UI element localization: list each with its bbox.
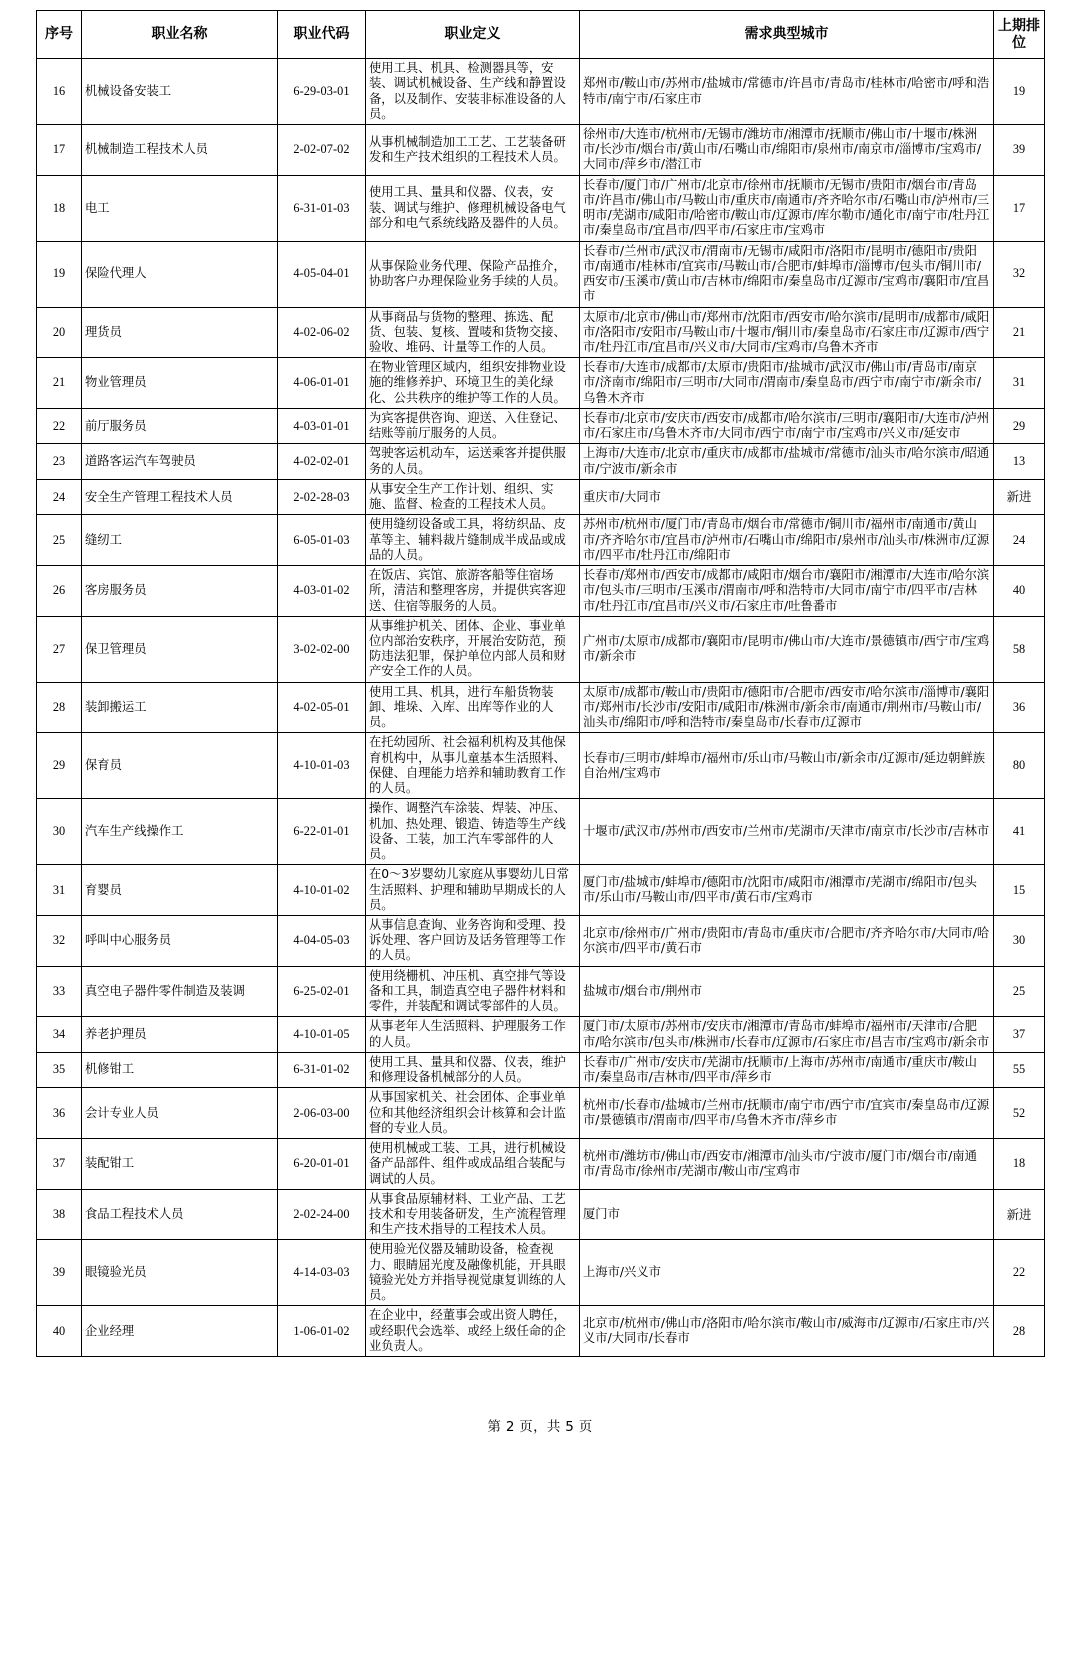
cell-previous-rank: 24 bbox=[994, 515, 1045, 566]
column-header-name: 职业名称 bbox=[82, 11, 278, 59]
cell-occupation-code: 6-25-02-01 bbox=[278, 966, 366, 1017]
cell-previous-rank: 新进 bbox=[994, 479, 1045, 514]
cell-occupation-name: 汽车生产线操作工 bbox=[82, 799, 278, 865]
cell-demand-cities: 盐城市/烟台市/荆州市 bbox=[580, 966, 994, 1017]
cell-previous-rank: 58 bbox=[994, 616, 1045, 682]
cell-demand-cities: 上海市/兴义市 bbox=[580, 1240, 994, 1306]
cell-occupation-definition: 在饭店、宾馆、旅游客船等住宿场所，清洁和整理客房，并提供宾客迎送、住宿等服务的人员。 bbox=[366, 566, 580, 617]
cell-sequence-number: 26 bbox=[37, 566, 82, 617]
table-row bbox=[37, 1088, 1045, 1139]
cell-occupation-name: 客房服务员 bbox=[82, 566, 278, 617]
cell-demand-cities: 太原市/成都市/鞍山市/贵阳市/德阳市/合肥市/西安市/哈尔滨市/淄博市/襄阳市/郑州市/长沙市/安阳市/咸阳市/株洲市/新余市/南通市/荆州市/马鞍山市/汕头市/绵阳市/呼和浩特市/秦皇岛市/长春市/辽源市 bbox=[580, 682, 994, 733]
table-row bbox=[37, 799, 1045, 865]
cell-occupation-code: 2-02-07-02 bbox=[278, 124, 366, 175]
cell-previous-rank: 15 bbox=[994, 865, 1045, 916]
cell-occupation-definition: 使用工具、量具和仪器、仪表，安装、调试与维护、修理机械设备电气部分和电气系统线路及器件的人员。 bbox=[366, 175, 580, 241]
cell-occupation-code: 6-29-03-01 bbox=[278, 59, 366, 125]
cell-previous-rank: 18 bbox=[994, 1139, 1045, 1190]
cell-occupation-definition: 从事保险业务代理、保险产品推介，协助客户办理保险业务手续的人员。 bbox=[366, 241, 580, 307]
cell-occupation-name: 装卸搬运工 bbox=[82, 682, 278, 733]
table-row bbox=[37, 241, 1045, 307]
column-header-definition: 职业定义 bbox=[366, 11, 580, 59]
cell-occupation-code: 4-02-06-02 bbox=[278, 307, 366, 358]
cell-occupation-name: 机械制造工程技术人员 bbox=[82, 124, 278, 175]
table-row bbox=[37, 175, 1045, 241]
cell-occupation-name: 理货员 bbox=[82, 307, 278, 358]
cell-demand-cities: 厦门市/盐城市/蚌埠市/德阳市/沈阳市/咸阳市/湘潭市/芜湖市/绵阳市/包头市/乐山市/马鞍山市/四平市/黄石市/宝鸡市 bbox=[580, 865, 994, 916]
cell-occupation-name: 物业管理员 bbox=[82, 358, 278, 409]
cell-occupation-definition: 使用工具、机具、检测器具等，安装、调试机械设备、生产线和静置设备，以及制作、安装非标准设备的人员。 bbox=[366, 59, 580, 125]
cell-sequence-number: 24 bbox=[37, 479, 82, 514]
cell-previous-rank: 21 bbox=[994, 307, 1045, 358]
table-row bbox=[37, 616, 1045, 682]
table-row bbox=[37, 515, 1045, 566]
cell-occupation-definition: 使用工具、量具和仪器、仪表，维护和修理设备机械部分的人员。 bbox=[366, 1052, 580, 1087]
cell-previous-rank: 19 bbox=[994, 59, 1045, 125]
cell-occupation-code: 4-05-04-01 bbox=[278, 241, 366, 307]
cell-occupation-name: 道路客运汽车驾驶员 bbox=[82, 444, 278, 479]
table-row bbox=[37, 1017, 1045, 1052]
cell-occupation-name: 保育员 bbox=[82, 733, 278, 799]
cell-sequence-number: 22 bbox=[37, 408, 82, 443]
cell-sequence-number: 19 bbox=[37, 241, 82, 307]
cell-demand-cities: 长春市/北京市/安庆市/西安市/成都市/哈尔滨市/三明市/襄阳市/大连市/泸州市/石家庄市/乌鲁木齐市/大同市/西宁市/南宁市/宝鸡市/兴义市/延安市 bbox=[580, 408, 994, 443]
cell-occupation-name: 前厅服务员 bbox=[82, 408, 278, 443]
cell-occupation-definition: 为宾客提供咨询、迎送、入住登记、结账等前厅服务的人员。 bbox=[366, 408, 580, 443]
table-row bbox=[37, 966, 1045, 1017]
table-row bbox=[37, 733, 1045, 799]
cell-sequence-number: 21 bbox=[37, 358, 82, 409]
cell-demand-cities: 重庆市/大同市 bbox=[580, 479, 994, 514]
cell-occupation-definition: 从事机械制造加工工艺、工艺装备研发和生产技术组织的工程技术人员。 bbox=[366, 124, 580, 175]
cell-occupation-code: 1-06-01-02 bbox=[278, 1306, 366, 1357]
cell-previous-rank: 39 bbox=[994, 124, 1045, 175]
cell-sequence-number: 33 bbox=[37, 966, 82, 1017]
occupation-demand-table bbox=[36, 10, 1045, 1357]
cell-previous-rank: 52 bbox=[994, 1088, 1045, 1139]
cell-occupation-code: 4-10-01-03 bbox=[278, 733, 366, 799]
cell-occupation-code: 2-06-03-00 bbox=[278, 1088, 366, 1139]
table-row bbox=[37, 915, 1045, 966]
cell-demand-cities: 长春市/三明市/蚌埠市/福州市/乐山市/马鞍山市/新余市/辽源市/延边朝鲜族自治州/宝鸡市 bbox=[580, 733, 994, 799]
table-row bbox=[37, 1052, 1045, 1087]
cell-demand-cities: 长春市/兰州市/武汉市/渭南市/无锡市/咸阳市/洛阳市/昆明市/德阳市/贵阳市/南通市/桂林市/宜宾市/马鞍山市/合肥市/蚌埠市/淄博市/包头市/铜川市/西安市/玉溪市/黄山市/吉林市/绵阳市/秦皇岛市/辽源市/宝鸡市/襄阳市/宜昌市 bbox=[580, 241, 994, 307]
cell-occupation-definition: 从事维护机关、团体、企业、事业单位内部治安秩序，开展治安防范，预防违法犯罪，保护单位内部人员和财产安全工作的人员。 bbox=[366, 616, 580, 682]
cell-occupation-name: 装配钳工 bbox=[82, 1139, 278, 1190]
cell-occupation-name: 会计专业人员 bbox=[82, 1088, 278, 1139]
cell-occupation-code: 6-20-01-01 bbox=[278, 1139, 366, 1190]
cell-occupation-name: 安全生产管理工程技术人员 bbox=[82, 479, 278, 514]
table-header bbox=[37, 11, 1045, 59]
cell-sequence-number: 35 bbox=[37, 1052, 82, 1087]
cell-occupation-code: 2-02-28-03 bbox=[278, 479, 366, 514]
cell-demand-cities: 杭州市/潍坊市/佛山市/西安市/湘潭市/汕头市/宁波市/厦门市/烟台市/南通市/青岛市/徐州市/芜湖市/鞍山市/宝鸡市 bbox=[580, 1139, 994, 1190]
cell-previous-rank: 17 bbox=[994, 175, 1045, 241]
table-row bbox=[37, 1306, 1045, 1357]
cell-occupation-code: 4-10-01-02 bbox=[278, 865, 366, 916]
cell-occupation-definition: 操作、调整汽车涂装、焊装、冲压、机加、热处理、锻造、铸造等生产线设备、工装，加工汽车零部件的人员。 bbox=[366, 799, 580, 865]
page-footer: 第 2 页，共 5 页 bbox=[487, 1419, 593, 1436]
cell-occupation-definition: 在物业管理区域内，组织安排物业设施的维修养护、环境卫生的美化绿化、公共秩序的维护等工作的人员。 bbox=[366, 358, 580, 409]
cell-sequence-number: 32 bbox=[37, 915, 82, 966]
cell-previous-rank: 新进 bbox=[994, 1189, 1045, 1240]
cell-occupation-name: 育婴员 bbox=[82, 865, 278, 916]
cell-occupation-code: 4-03-01-02 bbox=[278, 566, 366, 617]
table-row bbox=[37, 566, 1045, 617]
cell-sequence-number: 36 bbox=[37, 1088, 82, 1139]
cell-previous-rank: 55 bbox=[994, 1052, 1045, 1087]
cell-previous-rank: 80 bbox=[994, 733, 1045, 799]
cell-sequence-number: 17 bbox=[37, 124, 82, 175]
cell-sequence-number: 16 bbox=[37, 59, 82, 125]
cell-sequence-number: 27 bbox=[37, 616, 82, 682]
cell-demand-cities: 厦门市/太原市/苏州市/安庆市/湘潭市/青岛市/蚌埠市/福州市/天津市/合肥市/哈尔滨市/包头市/株洲市/长春市/辽源市/石家庄市/昌吉市/宝鸡市/新余市 bbox=[580, 1017, 994, 1052]
cell-occupation-code: 4-04-05-03 bbox=[278, 915, 366, 966]
cell-occupation-definition: 使用绕栅机、冲压机、真空排气等设备和工具，制造真空电子器件材料和零件，并装配和调试零部件的人员。 bbox=[366, 966, 580, 1017]
cell-occupation-definition: 使用验光仪器及辅助设备，检查视力、眼睛屈光度及融像机能，开具眼镜验光处方并指导视觉康复训练的人员。 bbox=[366, 1240, 580, 1306]
cell-sequence-number: 30 bbox=[37, 799, 82, 865]
cell-previous-rank: 41 bbox=[994, 799, 1045, 865]
cell-occupation-name: 眼镜验光员 bbox=[82, 1240, 278, 1306]
cell-previous-rank: 22 bbox=[994, 1240, 1045, 1306]
table-row bbox=[37, 479, 1045, 514]
table-row bbox=[37, 444, 1045, 479]
table-row bbox=[37, 682, 1045, 733]
cell-occupation-definition: 在企业中，经董事会或出资人聘任，或经职代会选举、或经上级任命的企业负责人。 bbox=[366, 1306, 580, 1357]
cell-occupation-name: 机修钳工 bbox=[82, 1052, 278, 1087]
cell-demand-cities: 郑州市/鞍山市/苏州市/盐城市/常德市/许昌市/青岛市/桂林市/哈密市/呼和浩特市/南宁市/石家庄市 bbox=[580, 59, 994, 125]
cell-previous-rank: 29 bbox=[994, 408, 1045, 443]
table-row bbox=[37, 1139, 1045, 1190]
cell-demand-cities: 长春市/广州市/安庆市/芜湖市/抚顺市/上海市/苏州市/南通市/重庆市/鞍山市/秦皇岛市/吉林市/四平市/萍乡市 bbox=[580, 1052, 994, 1087]
cell-occupation-definition: 驾驶客运机动车，运送乘客并提供服务的人员。 bbox=[366, 444, 580, 479]
cell-sequence-number: 23 bbox=[37, 444, 82, 479]
table-row bbox=[37, 1189, 1045, 1240]
cell-occupation-definition: 在托幼园所、社会福利机构及其他保育机构中，从事儿童基本生活照料、保健、自理能力培养和辅助教育工作的人员。 bbox=[366, 733, 580, 799]
table-row bbox=[37, 408, 1045, 443]
cell-occupation-code: 6-31-01-02 bbox=[278, 1052, 366, 1087]
cell-occupation-code: 6-31-01-03 bbox=[278, 175, 366, 241]
cell-sequence-number: 20 bbox=[37, 307, 82, 358]
header-row bbox=[37, 11, 1045, 59]
cell-occupation-code: 4-02-02-01 bbox=[278, 444, 366, 479]
cell-previous-rank: 40 bbox=[994, 566, 1045, 617]
table-row bbox=[37, 1240, 1045, 1306]
cell-demand-cities: 太原市/北京市/佛山市/郑州市/沈阳市/西安市/哈尔滨市/昆明市/成都市/咸阳市/洛阳市/安阳市/马鞍山市/十堰市/铜川市/秦皇岛市/石家庄市/辽源市/西宁市/牡丹江市/宜昌市/兴义市/大同市/宝鸡市/乌鲁木齐市 bbox=[580, 307, 994, 358]
table-row bbox=[37, 124, 1045, 175]
cell-sequence-number: 28 bbox=[37, 682, 82, 733]
cell-occupation-code: 6-22-01-01 bbox=[278, 799, 366, 865]
cell-occupation-code: 3-02-02-00 bbox=[278, 616, 366, 682]
cell-occupation-name: 养老护理员 bbox=[82, 1017, 278, 1052]
cell-occupation-definition: 从事商品与货物的整理、拣选、配货、包装、复核、置唛和货物交接、验收、堆码、计量等工作的人员。 bbox=[366, 307, 580, 358]
cell-occupation-definition: 从事安全生产工作计划、组织、实施、监督、检查的工程技术人员。 bbox=[366, 479, 580, 514]
cell-previous-rank: 37 bbox=[994, 1017, 1045, 1052]
cell-occupation-code: 4-03-01-01 bbox=[278, 408, 366, 443]
cell-occupation-name: 机械设备安装工 bbox=[82, 59, 278, 125]
cell-sequence-number: 37 bbox=[37, 1139, 82, 1190]
cell-demand-cities: 广州市/太原市/成都市/襄阳市/昆明市/佛山市/大连市/景德镇市/西宁市/宝鸡市/新余市 bbox=[580, 616, 994, 682]
cell-demand-cities: 杭州市/长春市/盐城市/兰州市/抚顺市/南宁市/西宁市/宜宾市/秦皇岛市/辽源市/景德镇市/渭南市/四平市/乌鲁木齐市/萍乡市 bbox=[580, 1088, 994, 1139]
cell-occupation-name: 呼叫中心服务员 bbox=[82, 915, 278, 966]
cell-previous-rank: 36 bbox=[994, 682, 1045, 733]
table-body bbox=[37, 59, 1045, 1357]
cell-occupation-definition: 从事国家机关、社会团体、企事业单位和其他经济组织会计核算和会计监督的专业人员。 bbox=[366, 1088, 580, 1139]
cell-occupation-name: 电工 bbox=[82, 175, 278, 241]
cell-demand-cities: 北京市/徐州市/广州市/贵阳市/青岛市/重庆市/合肥市/齐齐哈尔市/大同市/哈尔滨市/四平市/黄石市 bbox=[580, 915, 994, 966]
cell-demand-cities: 长春市/厦门市/广州市/北京市/徐州市/抚顺市/无锡市/贵阳市/烟台市/青岛市/许昌市/佛山市/马鞍山市/重庆市/南通市/齐齐哈尔市/石嘴山市/泸州市/三明市/芜湖市/咸阳市/哈密市/鞍山市/辽源市/库尔勒市/通化市/南宁市/牡丹江市/秦皇岛市/宜昌市/四平市/石家庄市/宝鸡市 bbox=[580, 175, 994, 241]
cell-demand-cities: 上海市/大连市/北京市/重庆市/成都市/盐城市/常德市/汕头市/哈尔滨市/昭通市/宁波市/新余市 bbox=[580, 444, 994, 479]
cell-sequence-number: 39 bbox=[37, 1240, 82, 1306]
cell-previous-rank: 31 bbox=[994, 358, 1045, 409]
cell-occupation-code: 2-02-24-00 bbox=[278, 1189, 366, 1240]
cell-occupation-name: 企业经理 bbox=[82, 1306, 278, 1357]
column-header-seq: 序号 bbox=[37, 11, 82, 59]
cell-demand-cities: 长春市/郑州市/西安市/成都市/咸阳市/烟台市/襄阳市/湘潭市/大连市/哈尔滨市/包头市/三明市/玉溪市/渭南市/呼和浩特市/大同市/南宁市/四平市/吉林市/牡丹江市/宜昌市/兴义市/石家庄市/吐鲁番市 bbox=[580, 566, 994, 617]
cell-occupation-definition: 从事食品原辅材料、工业产品、工艺技术和专用装备研发，生产流程管理和生产技术指导的工程技术人员。 bbox=[366, 1189, 580, 1240]
cell-sequence-number: 29 bbox=[37, 733, 82, 799]
cell-previous-rank: 32 bbox=[994, 241, 1045, 307]
cell-previous-rank: 13 bbox=[994, 444, 1045, 479]
cell-occupation-name: 保卫管理员 bbox=[82, 616, 278, 682]
cell-occupation-definition: 在0～3岁婴幼儿家庭从事婴幼儿日常生活照料、护理和辅助早期成长的人员。 bbox=[366, 865, 580, 916]
cell-previous-rank: 30 bbox=[994, 915, 1045, 966]
cell-sequence-number: 40 bbox=[37, 1306, 82, 1357]
table-row bbox=[37, 358, 1045, 409]
cell-demand-cities: 厦门市 bbox=[580, 1189, 994, 1240]
column-header-code: 职业代码 bbox=[278, 11, 366, 59]
cell-demand-cities: 苏州市/杭州市/厦门市/青岛市/烟台市/常德市/铜川市/福州市/南通市/黄山市/齐齐哈尔市/宜昌市/泸州市/石嘴山市/绵阳市/泉州市/汕头市/株洲市/辽源市/四平市/牡丹江市/绵阳市 bbox=[580, 515, 994, 566]
cell-demand-cities: 长春市/大连市/成都市/太原市/贵阳市/盐城市/武汉市/佛山市/青岛市/南京市/济南市/绵阳市/三明市/大同市/渭南市/秦皇岛市/西宁市/南宁市/新余市/乌鲁木齐市 bbox=[580, 358, 994, 409]
table-row bbox=[37, 865, 1045, 916]
table-row bbox=[37, 307, 1045, 358]
cell-occupation-name: 真空电子器件零件制造及装调 bbox=[82, 966, 278, 1017]
cell-previous-rank: 25 bbox=[994, 966, 1045, 1017]
cell-occupation-name: 缝纫工 bbox=[82, 515, 278, 566]
cell-occupation-code: 4-14-03-03 bbox=[278, 1240, 366, 1306]
column-header-rank: 上期排位 bbox=[994, 11, 1045, 59]
column-header-cities: 需求典型城市 bbox=[580, 11, 994, 59]
cell-occupation-name: 保险代理人 bbox=[82, 241, 278, 307]
cell-occupation-definition: 使用工具、机具，进行车船货物装卸、堆垛、入库、出库等作业的人员。 bbox=[366, 682, 580, 733]
cell-occupation-definition: 使用机械或工装、工具，进行机械设备产品部件、组件或成品组合装配与调试的人员。 bbox=[366, 1139, 580, 1190]
cell-sequence-number: 31 bbox=[37, 865, 82, 916]
cell-occupation-name: 食品工程技术人员 bbox=[82, 1189, 278, 1240]
cell-occupation-code: 4-06-01-01 bbox=[278, 358, 366, 409]
table-row bbox=[37, 59, 1045, 125]
cell-occupation-code: 6-05-01-03 bbox=[278, 515, 366, 566]
cell-occupation-definition: 从事老年人生活照料、护理服务工作的人员。 bbox=[366, 1017, 580, 1052]
cell-occupation-code: 4-10-01-05 bbox=[278, 1017, 366, 1052]
cell-sequence-number: 25 bbox=[37, 515, 82, 566]
cell-sequence-number: 18 bbox=[37, 175, 82, 241]
cell-demand-cities: 十堰市/武汉市/苏州市/西安市/兰州市/芜湖市/天津市/南京市/长沙市/吉林市 bbox=[580, 799, 994, 865]
cell-previous-rank: 28 bbox=[994, 1306, 1045, 1357]
cell-occupation-code: 4-02-05-01 bbox=[278, 682, 366, 733]
cell-occupation-definition: 使用缝纫设备或工具，将纺织品、皮革等主、辅料裁片缝制成半成品或成品的人员。 bbox=[366, 515, 580, 566]
cell-sequence-number: 38 bbox=[37, 1189, 82, 1240]
cell-sequence-number: 34 bbox=[37, 1017, 82, 1052]
cell-demand-cities: 北京市/杭州市/佛山市/洛阳市/哈尔滨市/鞍山市/威海市/辽源市/石家庄市/兴义市/大同市/长春市 bbox=[580, 1306, 994, 1357]
cell-occupation-definition: 从事信息查询、业务咨询和受理、投诉处理、客户回访及话务管理等工作的人员。 bbox=[366, 915, 580, 966]
cell-demand-cities: 徐州市/大连市/杭州市/无锡市/潍坊市/湘潭市/抚顺市/佛山市/十堰市/株洲市/长沙市/烟台市/黄山市/石嘴山市/绵阳市/泉州市/南京市/淄博市/宝鸡市/大同市/萍乡市/潜江市 bbox=[580, 124, 994, 175]
